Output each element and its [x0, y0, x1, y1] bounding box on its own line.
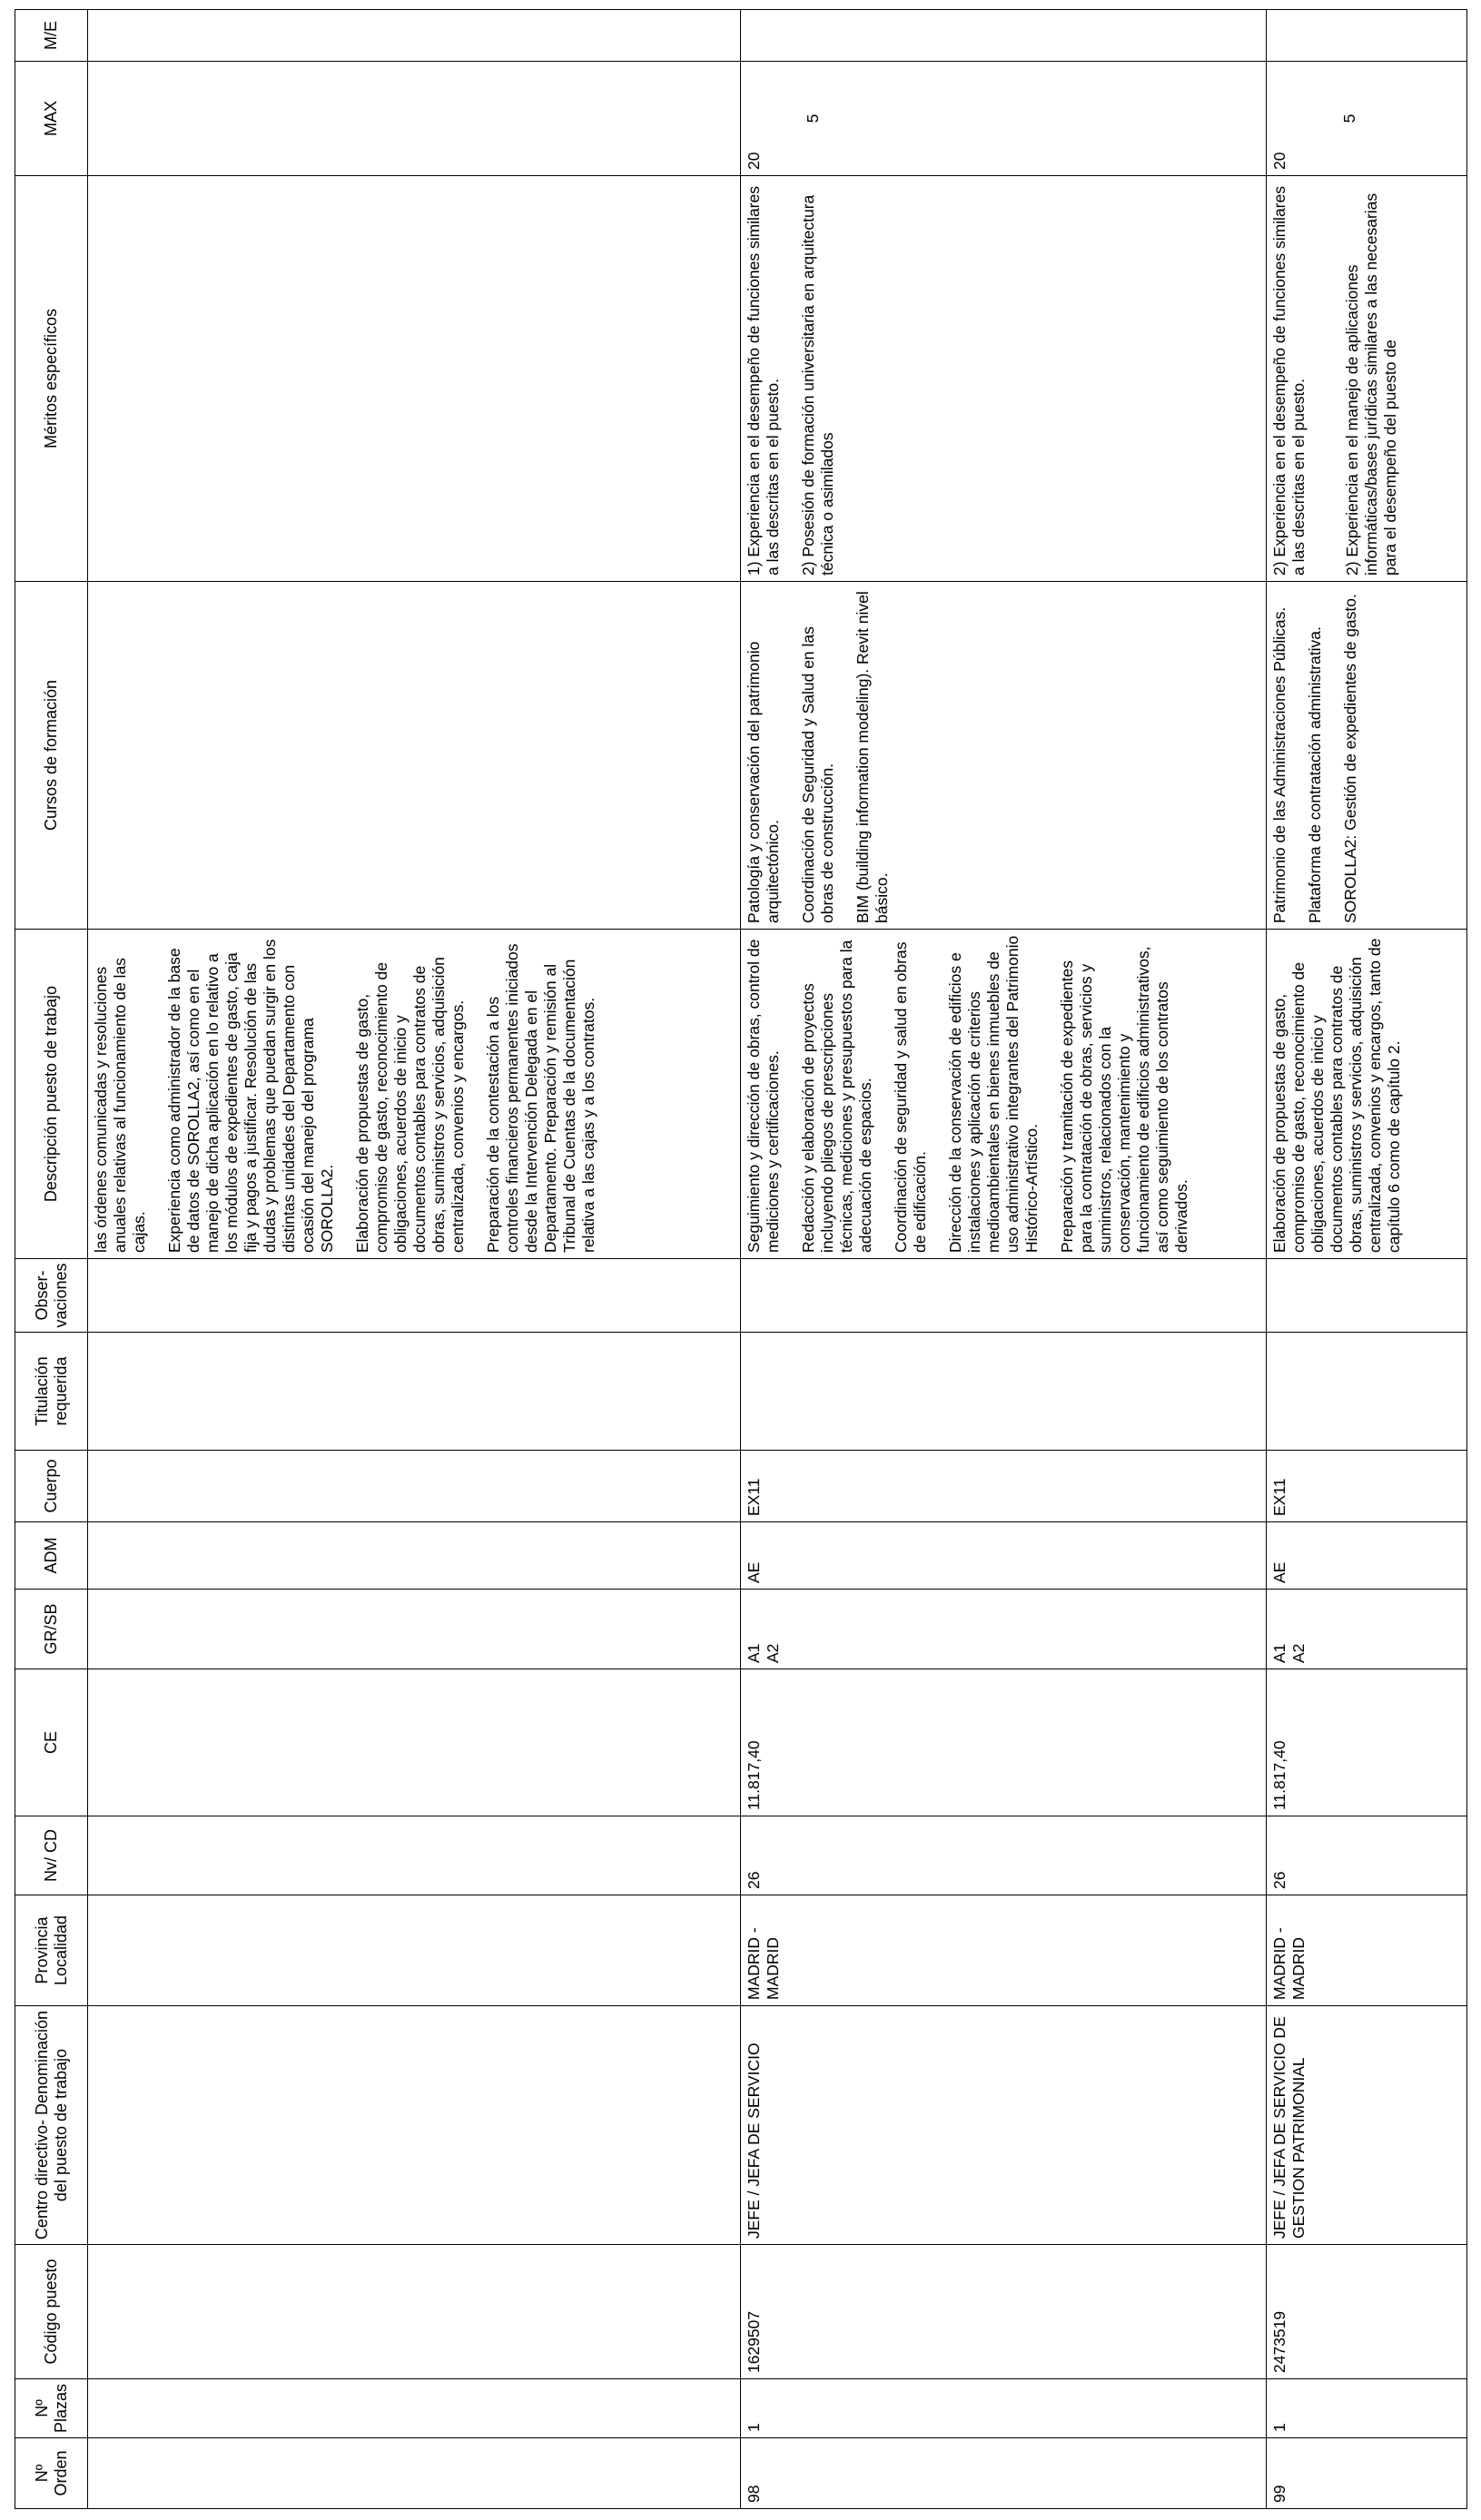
- cell-ce: 11.817,40: [1267, 1669, 1467, 1816]
- cell-observaciones: [1267, 1259, 1467, 1333]
- cell-plazas: 1: [741, 2379, 1267, 2438]
- header-nivel: Nv/ CD: [15, 1816, 88, 1895]
- max-value: 20: [1270, 152, 1288, 170]
- cell-meritos: [1267, 176, 1467, 582]
- header-ce: CE: [15, 1669, 88, 1816]
- description-paragraph: Seguimiento y dirección de obras, control de mediciones y certificaciones.: [745, 939, 782, 1253]
- header-max: MAX: [15, 62, 88, 176]
- cell-cuerpo: EX11: [1267, 1451, 1467, 1522]
- header-plazas: Nº Plazas: [15, 2379, 88, 2438]
- cell-cursos: [741, 582, 1267, 930]
- cell-nivel: 26: [741, 1816, 1267, 1895]
- table-row: [741, 10, 1267, 2509]
- cell-max: [1267, 62, 1467, 176]
- cell-codigo: 1629507: [741, 2245, 1267, 2379]
- course-item: BIM (building information modeling). Revit nivel básico.: [854, 591, 891, 923]
- cell-me: [741, 10, 1267, 62]
- cell-me: [1267, 10, 1467, 62]
- course-item: SOROLLA2: Gestión de expedientes de gasto.: [1341, 594, 1359, 923]
- max-value: 5: [1340, 113, 1358, 123]
- cell-orden: 99: [1267, 2438, 1467, 2509]
- header-centro: Centro directivo- Denominación del puesto de trabajo: [15, 2006, 88, 2245]
- cell-plazas: 1: [1267, 2379, 1467, 2438]
- header-cuerpo: Cuerpo: [15, 1451, 88, 1522]
- cell-descripcion: [741, 930, 1267, 1259]
- max-value: 5: [804, 113, 822, 123]
- header-titulacion: Titulación requerida: [15, 1333, 88, 1451]
- header-me: M/E: [15, 10, 88, 62]
- cell-empty: [88, 176, 741, 582]
- cell-empty: [88, 62, 741, 176]
- header-cursos: Cursos de formación: [15, 582, 88, 930]
- max-value: 20: [745, 152, 763, 170]
- merit-item: 1) Experiencia en el desempeño de funciones similares a las descritas en el puesto.: [745, 186, 782, 576]
- cell-codigo: 2473519: [1267, 2245, 1467, 2379]
- cell-ce: 11.817,40: [741, 1669, 1267, 1816]
- cell-max: [741, 62, 1267, 176]
- description-paragraph: Dirección de la conservación de edificios e instalaciones y aplicación de criterios medioambientales en bienes inmuebles de uso administrativo integrantes del Patrimonio Histórico-Artístico.: [946, 935, 1041, 1253]
- merit-item: 2) Experiencia en el desempeño de funciones similares a las descritas en el puesto.: [1270, 186, 1308, 576]
- cell-empty: [88, 1451, 741, 1522]
- cell-empty: [88, 1333, 741, 1451]
- header-meritos: Méritos específicos: [15, 176, 88, 582]
- cell-observaciones: [741, 1259, 1267, 1333]
- cell-adm: AE: [741, 1522, 1267, 1590]
- cell-titulacion: [741, 1333, 1267, 1451]
- header-observaciones: Obser- vaciones: [15, 1259, 88, 1333]
- cell-empty: [88, 1259, 741, 1333]
- cell-empty: [88, 2379, 741, 2438]
- cell-orden: 98: [741, 2438, 1267, 2509]
- cell-grupo: [1267, 1590, 1467, 1669]
- course-item: Patología y conservación del patrimonio arquitectónico.: [745, 641, 782, 923]
- description-paragraph: Elaboración de propuestas de gasto, compromiso de gasto, reconocimiento de obligaciones, acuerdos de inicio y documentos contables para contratos de obras, suministros y servicios, adquisición centralizada, convenios y encargos, tanto de capítulo 6 como de capítulo 2.: [1270, 938, 1403, 1253]
- cell-empty: [88, 2006, 741, 2245]
- cell-empty: [88, 1522, 741, 1590]
- merit-item: 2) Posesión de formación universitaria en arquitectura técnica o asimilados: [799, 194, 836, 576]
- table-header-row: [15, 10, 88, 2509]
- header-grupo: GR/SB: [15, 1590, 88, 1669]
- cell-empty: [88, 2438, 741, 2509]
- course-item: Patrimonio de las Administraciones Públicas.: [1270, 606, 1288, 923]
- grupo-value: A2: [1289, 1643, 1308, 1663]
- header-adm: ADM: [15, 1522, 88, 1590]
- course-item: Coordinación de Seguridad y Salud en las obras de construcción.: [799, 626, 836, 923]
- cell-titulacion: [1267, 1333, 1467, 1451]
- cell-empty: [88, 2245, 741, 2379]
- description-paragraph: Experiencia como administrador de la base de datos de SOROLLA2, así como en el manejo de dicha aplicación en lo relativo a los módulos de expedientes de gasto, caja fija y pagos a justificar. Resolución de las dudas y problemas que puedan surgir en los distintas unidades del Departamento con ocasión del manejo del programa SOROLLA2.: [165, 939, 336, 1253]
- header-descripcion: Descripción puesto de trabajo: [15, 930, 88, 1259]
- grupo-value: A2: [764, 1643, 782, 1663]
- description-paragraph: Preparación de la contestación a los controles financieros permanentes iniciados desde la Intervención Delegada en el Departamento. Preparación y remisión al Tribunal de Cuentas de la documentación relativa a las cajas y a los contratos.: [484, 943, 597, 1253]
- cell-meritos: [741, 176, 1267, 582]
- merit-item: 2) Experiencia en el manejo de aplicaciones informáticas/bases jurídicas similares a las necesarias para el desempeño del puesto de: [1343, 192, 1399, 576]
- cell-adm: AE: [1267, 1522, 1467, 1590]
- cell-nivel: 26: [1267, 1816, 1467, 1895]
- cell-provincia: MADRID - MADRID: [741, 1895, 1267, 2006]
- cell-centro: JEFE / JEFA DE SERVICIO: [741, 2006, 1267, 2245]
- description-paragraph: las órdenes comunicadas y resoluciones anuales relativas al funcionamiento de las cajas.: [92, 958, 148, 1253]
- continuation-description: [88, 930, 741, 1259]
- description-paragraph: Elaboración de propuestas de gasto, compromiso de gasto, reconocimiento de obligaciones, acuerdos de inicio y documentos contables para contratos de obras, suministros y servicios, adquisición centralizada, convenios y encargos.: [353, 957, 467, 1253]
- header-codigo: Código puesto: [15, 2245, 88, 2379]
- cell-empty: [88, 1590, 741, 1669]
- cell-cuerpo: EX11: [741, 1451, 1267, 1522]
- cell-empty: [88, 10, 741, 62]
- job-positions-table: [15, 9, 1467, 2509]
- grupo-value: A1: [1270, 1643, 1288, 1663]
- header-orden: Nº Orden: [15, 2438, 88, 2509]
- course-item: Plataforma de contratación administrativa.: [1306, 626, 1324, 923]
- table-row: [1267, 10, 1467, 2509]
- cell-empty: [88, 1895, 741, 2006]
- cell-centro: JEFE / JEFA DE SERVICIO DE GESTION PATRIMONIAL: [1267, 2006, 1467, 2245]
- cell-cursos: [1267, 582, 1467, 930]
- continuation-row: [88, 10, 741, 2509]
- cell-empty: [88, 582, 741, 930]
- description-paragraph: Coordinación de seguridad y salud en obras de edificación.: [892, 941, 929, 1253]
- cell-grupo: [741, 1590, 1267, 1669]
- cell-empty: [88, 1669, 741, 1816]
- cell-descripcion: [1267, 930, 1467, 1259]
- grupo-value: A1: [745, 1643, 763, 1663]
- description-paragraph: Redacción y elaboración de proyectos incluyendo pliegos de prescripciones técnicas, mediciones y presupuestos para la adecuación de espacios.: [799, 940, 874, 1253]
- description-paragraph: Preparación y tramitación de expedientes para la contratación de obras, servicios y suministros, relacionados con la conservación, mantenimiento y funcionamiento de edificios administrativos, así como seguimiento de los contratos derivados.: [1058, 946, 1190, 1253]
- cell-provincia: MADRID - MADRID: [1267, 1895, 1467, 2006]
- header-provincia: Provincia Localidad: [15, 1895, 88, 2006]
- cell-empty: [88, 1816, 741, 1895]
